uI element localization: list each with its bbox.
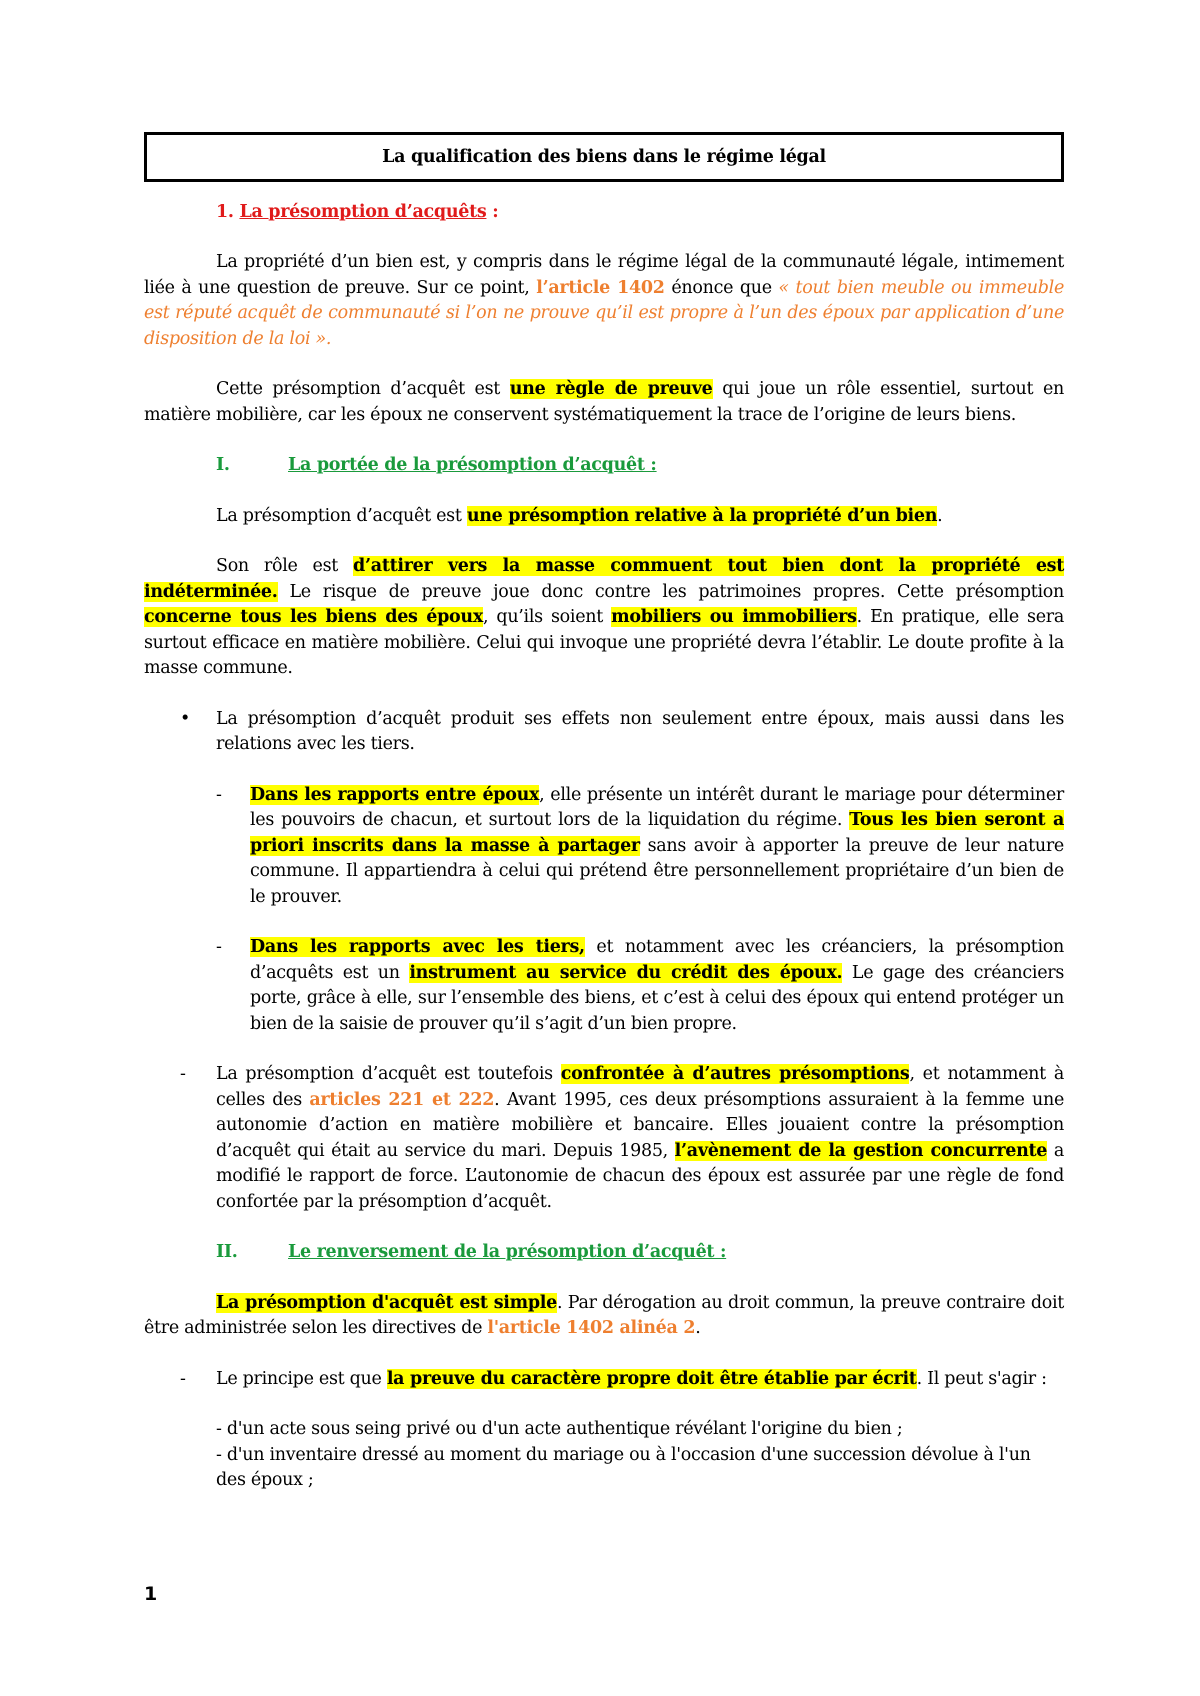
dash-marker: - <box>180 1368 186 1389</box>
bullet-item-2-text-b: , et notamment à celles des <box>216 1064 1064 1110</box>
paragraph-2-text-a: Cette présomption d’acquêt est <box>216 379 510 399</box>
page-number: 1 <box>144 1583 158 1605</box>
list-item: - d'un inventaire dressé au moment du mariage ou à l'occasion d'une succession dévolue à l'un des époux ; <box>216 1444 1031 1490</box>
paragraph-4-text-c: , qu’ils soient <box>482 607 612 627</box>
bullet-item-3-text-b: . Il peut s'agir : <box>916 1368 1047 1389</box>
article-1402-ref: l’article 1402 <box>536 277 665 298</box>
highlight-tous-les-biens: concerne tous les biens des époux <box>144 607 483 627</box>
paragraph-5 <box>144 1291 1064 1342</box>
bullet-item-2-text-d: a modifié le rapport de force. L’autonomie de chacun des époux est assurée par une règle de fond confortée par la présomption d’acquêt. <box>216 1140 1064 1212</box>
sub-item-2 <box>144 935 1064 1037</box>
highlight-presomption-relative: une présomption relative à la propriété d’un bien <box>466 505 938 526</box>
paragraph-4-text-b: Le risque de preuve joue donc contre les patrimoines propres. Cette présomption <box>277 581 1064 602</box>
paragraph-1-text-a: La propriété d’un bien est, y compris dans le régime légal de la communauté légale, intimement liée à une question de preuve. Sur ce point, <box>144 252 1064 298</box>
sub-item-1-text-b: sans avoir à apporter la preuve de leur nature commune. Il appartiendra à celui qui prétend être personnellement propriétaire d’un bien de le prouver. <box>250 835 1064 907</box>
dash-marker: - <box>216 937 222 957</box>
highlight-rapports-avec-tiers: Dans les rapports avec les tiers, <box>250 937 585 957</box>
highlight-tous-les-bien-seront: Tous les bien seront a priori inscrits dans la masse à partager <box>250 810 1064 856</box>
bullet-item-2-text-c: . Avant 1995, ces deux présomptions assuraient à la femme une autonomie d’action en matière mobilière et bancaire. Elles jouaient contre la présomption d’acquêt qui était au service du mari. Depuis 1985, <box>216 1089 1064 1161</box>
bullet-item-2-text-a: La présomption d’acquêt est toutefois <box>216 1064 561 1084</box>
sub-item-1 <box>144 783 1064 911</box>
section-II-number: II. <box>216 1242 238 1262</box>
section-1-colon: : <box>486 201 499 222</box>
section-1-heading <box>216 200 1064 226</box>
list-item: - d'un acte sous seing privé ou d'un acte authentique révélant l'origine du bien ; <box>216 1419 903 1439</box>
dash-marker: - <box>216 784 222 805</box>
paragraph-3 <box>144 504 1064 530</box>
paragraph-2-text-b: qui joue un rôle essentiel, surtout en matière mobilière, car les époux ne conservent systématiquement la trace de l’origine de leurs biens. <box>144 379 1064 425</box>
section-1-title: La présomption d’acquêts <box>239 201 487 222</box>
paragraph-3-text-b: . <box>937 505 943 526</box>
sub-item-1-text-a: , elle présente un intérêt durant le mariage pour déterminer les pouvoirs de chacun, et surtout lors de la liquidation du régime. <box>250 784 1064 830</box>
paragraph-1 <box>144 250 1064 352</box>
section-I-title: La portée de la présomption d’acquêt : <box>288 455 657 475</box>
article-1402-quote: « tout bien meuble ou immeuble est réputé acquêt de communauté si l’on ne prouve qu’il est propre à l’un des époux par application d’une disposition de la loi ». <box>144 277 1065 349</box>
article-1402-al2-ref: l'article 1402 alinéa 2 <box>487 1318 696 1338</box>
section-II-title: Le renversement de la présomption d’acquêt : <box>288 1242 727 1262</box>
highlight-mobiliers-immobiliers: mobiliers ou immobiliers <box>611 607 857 627</box>
bullet-marker: • <box>180 708 191 729</box>
paragraph-1-text-b: énonce que <box>664 277 779 298</box>
bullet-item-3-text-a: Le principe est que <box>216 1368 387 1389</box>
section-I-number: I. <box>216 455 230 475</box>
paragraph-4-text-d: . En pratique, elle sera surtout efficace en matière mobilière. Celui qui invoque une propriété devra l’établir. Le doute profite à la masse commune. <box>144 607 1064 678</box>
articles-221-222-ref: articles 221 et 222 <box>309 1089 495 1110</box>
section-1-number: 1. <box>216 201 234 222</box>
sub-item-2-text-a: et notamment avec les créanciers, la présomption d’acquêts est un <box>250 937 1064 983</box>
highlight-autres-presomptions: confrontée à d’autres présomptions <box>560 1064 910 1084</box>
paragraph-5-text-b: . <box>695 1318 701 1338</box>
highlight-regle-de-preuve: une règle de preuve <box>509 379 713 399</box>
paragraph-2 <box>144 377 1064 428</box>
section-II-heading <box>216 1240 1064 1266</box>
bullet-item-1 <box>144 707 1064 758</box>
paragraph-4 <box>144 554 1064 682</box>
dash-marker: - <box>180 1064 186 1084</box>
bullet-item-1-text: La présomption d’acquêt produit ses effets non seulement entre époux, mais aussi dans les relations avec les tiers. <box>216 708 1064 754</box>
highlight-rapports-entre-epoux: Dans les rapports entre époux <box>250 784 540 805</box>
highlight-attirer-masse: d’attirer vers la masse commuent tout bien dont la propriété est indéterminée. <box>144 556 1065 602</box>
document-title: La qualification des biens dans le régime légal <box>144 132 1064 182</box>
highlight-gestion-concurrente: l’avènement de la gestion concurrente <box>674 1140 1048 1161</box>
paragraph-4-text-a: Son rôle est <box>216 556 354 576</box>
highlight-presomption-simple: La présomption d'acquêt est simple <box>216 1292 557 1313</box>
bullet-item-2 <box>144 1062 1064 1215</box>
paragraph-3-text-a: La présomption d’acquêt est <box>216 505 467 526</box>
bullet-item-3 <box>144 1367 1064 1393</box>
section-I-heading <box>216 453 1064 479</box>
document-body <box>144 132 1064 1494</box>
sub-item-2-text-b: Le gage des créanciers porte, grâce à elle, sur l’ensemble des biens, et c’est à celui des époux qui entend protéger un bien de la saisie de prouver qu’il s’agit d’un bien propre. <box>250 962 1064 1034</box>
highlight-preuve-par-ecrit: la preuve du caractère propre doit être établie par écrit <box>386 1368 917 1389</box>
paragraph-5-text-a: . Par dérogation au droit commun, la preuve contraire doit être administrée selon les directives de <box>144 1292 1064 1338</box>
highlight-instrument-credit: instrument au service du crédit des époux. <box>409 962 843 983</box>
